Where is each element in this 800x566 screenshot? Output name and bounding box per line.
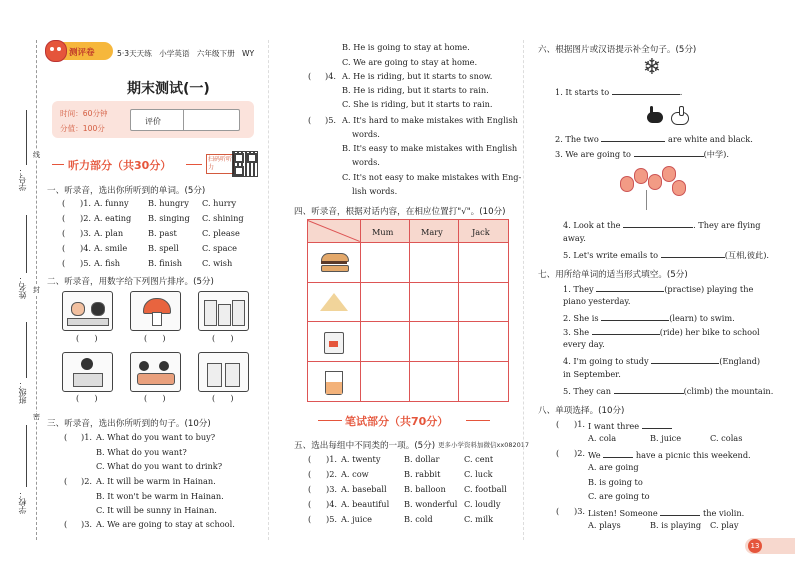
q5-title: 五、选出每组中不同类的一项。(5分) — [294, 441, 436, 451]
q7-item-3-cont: every day. — [563, 339, 605, 349]
col-header-mary: Mary — [421, 227, 443, 237]
page-title: 期末测试(一) — [127, 81, 210, 97]
q3-option: A. He is riding, but it starts to snow. — [342, 71, 493, 81]
student-no-label: 学号： — [18, 167, 27, 191]
answer-blank[interactable] — [592, 326, 660, 335]
q7-item-5: 5. They can (climb) the mountain. — [563, 386, 774, 396]
q7-item-3: 3. She (ride) her bike to school — [563, 327, 760, 337]
q1-row: ( )4. A. smile B. spell C. space — [62, 243, 237, 253]
sandwich-icon — [320, 293, 348, 311]
q3-option: words. — [352, 157, 380, 167]
snowflake-icon: ❄ — [642, 55, 662, 80]
q3-item-3-num: ( )3. — [64, 519, 93, 529]
q6-title: 六、根据图片或汉语提示补全句子。(5分) — [538, 45, 697, 55]
q8-item-3: ( )3. Listen! Someone the violin. — [556, 506, 745, 518]
cut-char-2: 封 — [33, 286, 40, 294]
logo-text: 测评卷 — [69, 48, 95, 58]
answer-blank[interactable] — [601, 133, 665, 142]
picture-boy-reading — [62, 352, 113, 392]
page-number-badge — [745, 538, 795, 554]
q8-title: 八、单项选择。(10分) — [538, 406, 625, 416]
q1-row: ( )3. A. plan B. past C. please — [62, 228, 240, 238]
q5-row: ( )1. A. twenty B. dollar C. cent — [308, 454, 494, 464]
q8-option: A. plays — [588, 520, 621, 530]
answer-blank[interactable] — [596, 283, 664, 292]
q6-item-4: 4. Look at the . They are flying — [563, 220, 761, 230]
name-line — [26, 215, 27, 273]
q4-table — [307, 219, 509, 402]
q3-option: C. She is riding, but it starts to rain. — [342, 99, 493, 109]
answer-blank[interactable] — [651, 355, 719, 364]
q3-option: C. What do you want to drink? — [96, 461, 223, 471]
tea-cup-icon — [324, 332, 344, 354]
q8-option: A. cola — [588, 433, 617, 443]
q8-item-1: ( )1. I want three — [556, 420, 559, 428]
q5-row: ( )3. A. baseball B. balloon C. football — [308, 484, 507, 494]
school-line — [26, 425, 27, 487]
answer-blank[interactable] — [642, 420, 672, 429]
column-divider — [523, 40, 524, 540]
q7-item-1: 1. They (practise) playing the — [563, 284, 754, 294]
q8-item-2: ( )2. We have a picnic this weekend. — [556, 448, 751, 460]
answer-paren[interactable]: ( ) — [76, 394, 98, 403]
q6-item-2: 2. The two are white and black. — [555, 134, 753, 144]
q5-row: ( )4. A. beautiful B. wonderful C. loudly — [308, 499, 501, 509]
q2-title: 二、听录音，用数字给下列图片排序。(5分) — [47, 277, 214, 287]
q4-title: 四、听录音，根据对话内容，在相应位置打"√"。(10分) — [294, 207, 506, 217]
q3-item-1-num: ( )1. — [64, 432, 93, 442]
q3-option: A. It will be warm in Hainan. — [96, 476, 216, 486]
q8-option: B. is playing — [650, 520, 702, 530]
col-header-jack: Jack — [472, 227, 490, 237]
cut-char-1: 线 — [33, 151, 40, 159]
grade-name: 六年级下册 — [196, 49, 235, 58]
q3-option: lish words. — [352, 186, 398, 196]
q5-row: ( )2. A. cow B. rabbit C. luck — [308, 469, 493, 479]
answer-blank[interactable] — [614, 385, 684, 394]
answer-blank[interactable] — [612, 86, 680, 95]
q5-note: 更多小学资料加微信xx082017 — [438, 441, 530, 449]
class-label: 班级： — [18, 380, 27, 404]
page-number: 13 — [748, 539, 762, 553]
col-header-mum: Mum — [372, 227, 394, 237]
series-name: 5·3天天练 — [117, 49, 152, 58]
qr-code-icon[interactable] — [232, 151, 258, 177]
q3-item-5-num: ( )5. — [308, 115, 337, 125]
q8-option: C. colas — [710, 433, 743, 443]
q8-option: B. juice — [650, 433, 682, 443]
balloons-icon — [616, 166, 686, 212]
column-divider — [268, 40, 269, 540]
answer-blank[interactable] — [660, 507, 700, 516]
info-box — [52, 101, 254, 138]
q6-item-1: 1. It starts to . — [555, 87, 683, 97]
listening-title-line-right — [186, 164, 202, 165]
q1-title: 一、听录音，选出你所听到的单词。(5分) — [47, 186, 206, 196]
q8-option: C. play — [710, 520, 739, 530]
q3-option: A. It's hard to make mistakes with English — [342, 115, 518, 125]
edition-name: WY — [241, 49, 255, 58]
q8-option: C. are going to — [588, 491, 650, 501]
school-label: 学校： — [18, 490, 27, 514]
drink-glass-icon — [325, 371, 343, 395]
q3-option: B. It's easy to make mistakes with English — [342, 143, 518, 153]
q1-row: ( )2. A. eating B. singing C. shining — [62, 213, 244, 223]
eval-box[interactable] — [130, 109, 240, 131]
answer-blank[interactable] — [634, 148, 704, 157]
picture-cups — [198, 291, 249, 331]
subject-name: 小学英语 — [159, 49, 190, 58]
writing-title-line — [318, 420, 342, 421]
class-line — [26, 322, 27, 378]
listening-title-line — [52, 164, 64, 165]
q3-option: B. It won't be warm in Hainan. — [96, 491, 224, 501]
student-no-line — [26, 110, 27, 165]
picture-cups-2 — [198, 352, 249, 392]
writing-title-line-right — [466, 420, 490, 421]
writing-section-title: 笔试部分（共70分） — [345, 415, 449, 428]
q8-option: A. are going — [588, 462, 639, 472]
qr-label: 扫码听听力 — [206, 154, 234, 174]
q3-option: A. We are going to stay at school. — [96, 519, 235, 529]
rabbits-icon — [645, 106, 695, 126]
listening-section-title: 听力部分（共30分） — [68, 159, 172, 172]
q3-option: words. — [352, 129, 380, 139]
picture-kids-studying — [62, 291, 113, 331]
answer-paren[interactable]: ( ) — [144, 334, 166, 343]
score-info: 分值：100分 — [60, 124, 105, 133]
q7-title: 七、用所给单词的适当形式填空。(5分) — [538, 270, 688, 280]
q3-option: B. What do you want? — [96, 447, 187, 457]
header-series — [117, 48, 254, 59]
picture-mushroom — [130, 291, 181, 331]
q7-item-4: 4. I'm going to study (England) — [563, 356, 761, 366]
q1-row: ( )1. A. funny B. hungry C. hurry — [62, 198, 237, 208]
owl-icon — [45, 40, 67, 62]
header-logo — [47, 42, 113, 60]
name-label: 姓名： — [18, 275, 27, 299]
q6-item-3: 3. We are going to (中学). — [555, 149, 729, 159]
answer-paren[interactable]: ( ) — [212, 334, 234, 343]
q6-item-5: 5. Let's write emails to (互相,彼此). — [563, 250, 770, 260]
q7-item-1-cont: piano yesterday. — [563, 296, 631, 306]
q7-item-2: 2. She is (learn) to swim. — [563, 313, 735, 323]
answer-paren[interactable]: ( ) — [144, 394, 166, 403]
q3-option: B. He is going to stay at home. — [342, 42, 470, 52]
q7-item-4-cont: in September. — [563, 369, 621, 379]
cut-char-3: 密 — [33, 413, 40, 421]
q5-row: ( )5. A. juice B. cold C. milk — [308, 514, 494, 524]
answer-paren[interactable]: ( ) — [76, 334, 98, 343]
eval-label: 评价 — [145, 117, 161, 126]
q3-item-4-num: ( )4. — [308, 71, 337, 81]
q3-option: B. He is riding, but it starts to rain. — [342, 85, 489, 95]
answer-blank[interactable] — [661, 249, 725, 258]
q3-item-2-num: ( )2. — [64, 476, 93, 486]
q3-option: C. It's not easy to make mistakes with Eng- — [342, 172, 522, 182]
hamburger-icon — [321, 253, 347, 271]
q6-item-4-cont: away. — [563, 233, 586, 243]
time-info: 时间：60分钟 — [60, 109, 108, 118]
answer-blank[interactable] — [601, 312, 669, 321]
q8-option: B. is going to — [588, 477, 643, 487]
q1-row: ( )5. A. fish B. finish C. wish — [62, 258, 233, 268]
q3-option: C. It will be sunny in Hainan. — [96, 505, 217, 515]
q3-option: C. We are going to stay at home. — [342, 57, 478, 67]
q3-option: A. What do you want to buy? — [96, 432, 216, 442]
binding-margin — [0, 0, 40, 566]
q3-title: 三、听录音，选出你所听到的句子。(10分) — [47, 419, 211, 429]
picture-kids-playing — [130, 352, 181, 392]
answer-blank[interactable] — [623, 219, 693, 228]
answer-paren[interactable]: ( ) — [212, 394, 234, 403]
answer-blank[interactable] — [603, 449, 633, 458]
